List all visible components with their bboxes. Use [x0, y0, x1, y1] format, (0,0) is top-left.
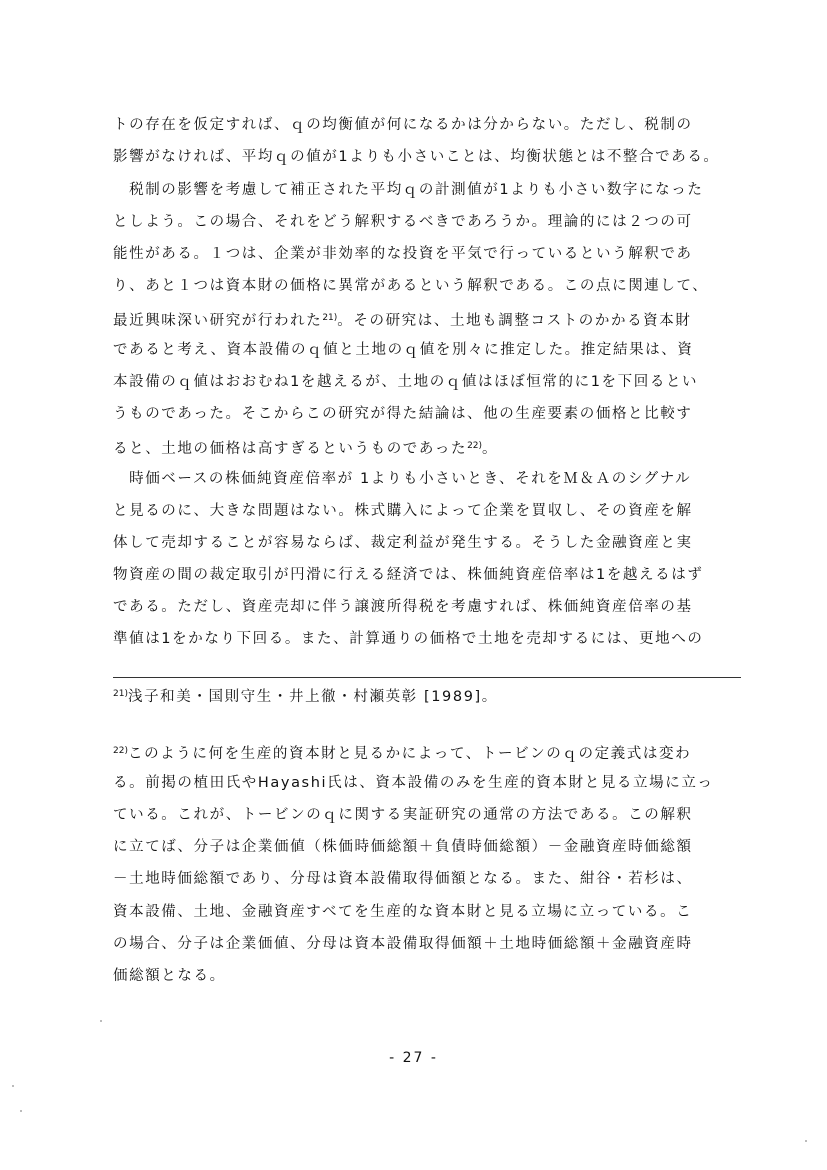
body-text: ると、土地の価格は高すぎるというものであった	[113, 441, 468, 457]
footnote-line: 資本設備、土地、金融資産すべてを生産的な資本財と見る立場に立っている。こ	[113, 904, 693, 920]
body-text: 。その研究は、土地も調整コストのかかる資本財	[337, 313, 692, 329]
footnote-line: の場合、分子は企業価値、分母は資本設備取得価額＋土地時価総額＋金融資産時	[113, 936, 693, 952]
body-line: 本設備のｑ値はおおむね1を越えるが、土地のｑ値はほぼ恒常的に1を下回るとい	[113, 374, 699, 390]
footnote-line: 価総額となる。	[113, 968, 226, 984]
body-line: としよう。この場合、それをどう解釈するべきであろうか。理論的には２つの可	[113, 214, 693, 230]
body-line: である。ただし、資産売却に伴う譲渡所得税を考慮すれば、株価純資産倍率の基	[113, 599, 693, 615]
footnote-line: －土地時価総額であり、分母は資本設備取得価額となる。また、紺谷・若杉は、	[113, 871, 693, 887]
footnote-line: ている。これが、トービンのｑに関する実証研究の通常の方法である。この解釈	[113, 807, 693, 823]
body-line: 時価ベースの株価純資産倍率が 1よりも小さいとき、それをＭ＆Ａのシグナル	[113, 471, 692, 487]
scan-speck	[805, 1140, 807, 1142]
body-line	[113, 436, 743, 459]
body-line: 体して売却することが容易ならば、裁定利益が発生する。そうした金融資産と実	[113, 535, 693, 551]
footnote-21	[113, 684, 743, 707]
footnote-mark: 21)	[113, 689, 128, 699]
body-line	[113, 308, 743, 331]
footnote-separator	[113, 677, 741, 678]
body-line: 税制の影響を考慮して補正された平均ｑの計測値が1よりも小さい数字になった	[113, 182, 704, 198]
body-line: り、あと１つは資本財の価格に異常があるという解釈である。この点に関連して、	[113, 278, 709, 294]
body-line: うものであった。そこからこの研究が得た結論は、他の生産要素の価格と比較す	[113, 406, 693, 422]
body-line: 準値は1をかなり下回る。また、計算通りの価格で土地を売却するには、更地への	[113, 631, 704, 647]
scan-speck	[12, 1085, 14, 1087]
body-line: 影響がなければ、平均ｑの値が1よりも小さいことは、均衡状態とは不整合である。	[113, 149, 720, 165]
footnote-text: 浅子和美・国則守生・井上徹・村瀬英彰 [1989]。	[127, 689, 498, 705]
body-line: 物資産の間の裁定取引が円滑に行える経済では、株価純資産倍率は1を越えるはず	[113, 567, 704, 583]
scan-speck	[20, 1110, 22, 1112]
footnote-line: る。前掲の植田氏やHayashi氏は、資本設備のみを生産的資本財と見る立場に立っ	[113, 775, 714, 791]
footnote-ref-22: 22)	[467, 441, 483, 451]
footnote-text: このように何を生産的資本財と見るかによって、トービンのｑの定義式は変わ	[127, 746, 692, 762]
footnote-mark: 22)	[113, 746, 128, 756]
footnote-line: に立てば、分子は企業価値（株価時価総額＋負債時価総額）－金融資産時価総額	[113, 839, 693, 855]
body-line: と見るのに、大きな問題はない。株式購入によって企業を買収し、その資産を解	[113, 503, 693, 519]
page-number: - 27 -	[389, 1050, 438, 1066]
scan-speck	[100, 1020, 102, 1022]
body-line: トの存在を仮定すれば、ｑの均衡値が何になるかは分からない。ただし、税制の	[113, 117, 693, 133]
body-line: であると考え、資本設備のｑ値と土地のｑ値を別々に推定した。推定結果は、資	[113, 342, 694, 358]
footnote-ref-21: 21)	[322, 313, 338, 323]
body-line: 能性がある。１つは、企業が非効率的な投資を平気で行っているという解釈であ	[113, 246, 693, 262]
body-text: 最近興味深い研究が行われた	[113, 313, 323, 329]
body-text: 。	[482, 441, 499, 457]
footnote-22	[113, 741, 743, 764]
